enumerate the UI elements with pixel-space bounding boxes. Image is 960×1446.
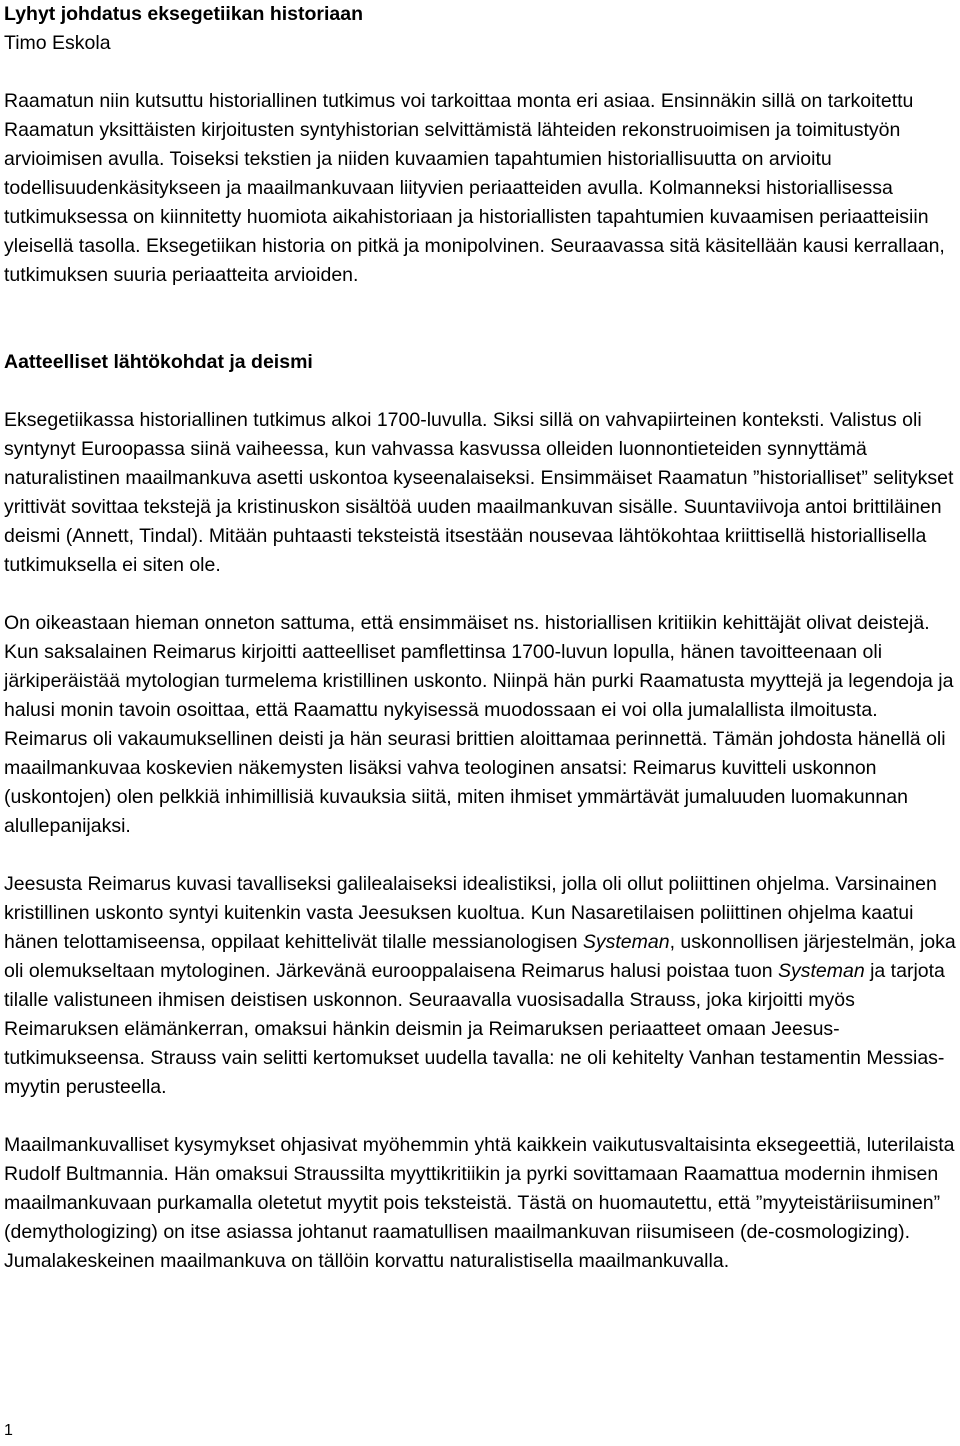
section-paragraph-2: On oikeastaan hieman onneton sattuma, että ensimmäiset ns. historiallisen kritiikin kehittäjät olivat deistejä. Kun saksalainen Reimarus kirjoitti aatteelliset pamflettinsa 1700-luvun lopulla, hänen tavoitteenaan oli järkiperäistää mytologian turmelema kristillinen uskonto. Niinpä hän purki Raamatusta myyttejä ja legendoja ja halusi monin tavoin osoittaa, että Raamattu nykyisessä muodossaan ei voi olla jumalallista ilmoitusta. Reimarus oli vakaumuksellinen deisti ja hän seurasi brittien aloittamaa perinnettä. Tämän johdosta hänellä oli maailmankuvaa koskevien näkemysten lisäksi vahva teologinen ansatsi: Reimarus kuvitteli uskonnon (uskontojen) olen pelkkiä inhimillisiä kuvauksia siitä, miten ihmiset ymmärtävät jumaluuden luomakunnan alullepanijaksi.	[4, 612, 954, 837]
page-number: 1	[4, 1422, 13, 1439]
document-page	[4, 0, 956, 1276]
paragraph-3-text-a: Jeesusta Reimarus kuvasi tavalliseksi galilealaiseksi idealistiksi, jolla oli ollut poliittinen ohjelma. Varsinainen kristillinen uskonto syntyi kuitenkin vasta Jeesuksen kuoltua. Kun Nasaretilaisen poliittinen ohjelma kaatui hänen telottamiseensa, oppilaat kehittelivät tilalle messianologisen	[4, 873, 937, 953]
paragraph-3-text-c: ja tarjota tilalle valistuneen ihmisen deistisen uskonnon. Seuraavalla vuosisadalla Strauss, joka kirjoitti myös Reimaruksen elämänkerran, omaksui hänkin deismin ja Reimaruksen periaatteet omaan Jeesus-tutkimukseensa. Strauss vain selitti kertomukset uudella tavalla: ne oli kehitelty Vanhan testamentin Messias-myytin perusteella.	[4, 960, 945, 1098]
paragraph-3-text-b: , uskonnollisen järjestelmän, joka oli olemukseltaan mytologinen. Järkevänä eurooppalaisena Reimarus halusi poistaa tuon	[4, 931, 956, 982]
author-name: Timo Eskola	[4, 32, 111, 54]
section-paragraph-4: Maailmankuvalliset kysymykset ohjasivat myöhemmin yhtä kaikkein vaikutusvaltaisinta eksegeettiä, luterilaista Rudolf Bultmannia. Hän omaksui Straussilta myyttikritiikin ja pyrki sovittamaan Raamattua modernin ihmisen maailmankuvaan purkamalla oletetut myytit pois teksteistä. Tästä on huomautettu, että ”myyteistäriisuminen” (demythologizing) on itse asiassa johtanut raamatullisen maailmankuvan riisumiseen (de-cosmologizing). Jumalakeskeinen maailmankuva on tällöin korvattu naturalistisella maailmankuvalla.	[4, 1134, 955, 1272]
document-title: Lyhyt johdatus eksegetiikan historiaan	[4, 3, 364, 25]
intro-paragraph: Raamatun niin kutsuttu historiallinen tutkimus voi tarkoittaa monta eri asiaa. Ensinnäkin sillä on tarkoitettu Raamatun yksittäisten kirjoitusten syntyhistorian selvittämistä lähteiden rekonstruoimisen ja toimitustyön arvioimisen avulla. Toiseksi tekstien ja niiden kuvaamien tapahtumien historiallisuutta on arvioitu todellisuudenkäsitykseen ja maailmankuvaan liityvien periaatteiden avulla. Kolmanneksi historiallisessa tutkimuksessa on kiinnitetty huomiota aikahistoriaan ja historiallisten tapahtumien kuvaamisen periaatteisiin yleisellä tasolla. Eksegetiikan historia on pitkä ja monipolvinen. Seuraavassa sitä käsitellään kausi kerrallaan, tutkimuksen suuria periaatteita arvioiden.	[4, 90, 945, 286]
section-paragraph-3	[4, 870, 956, 1102]
section-paragraph-1: Eksegetiikassa historiallinen tutkimus alkoi 1700-luvulla. Siksi sillä on vahvapiirteinen konteksti. Valistus oli syntynyt Euroopassa siinä vaiheessa, kun vahvassa kasvussa olleiden luonnontieteiden synnyttämä naturalistinen maailmankuva asetti uskontoa kyseenalaiseksi. Ensimmäiset Raamatun ”historialliset” selitykset yrittivät sovittaa tekstejä ja kristinuskon sisältöä uuden maailmankuvan sisälle. Suuntaviivoja antoi brittiläinen deismi (Annett, Tindal). Mitään puhtaasti teksteistä itsestään nousevaa lähtökohtaa kriittisellä historiallisella tutkimuksella ei siten ole.	[4, 409, 954, 576]
systeman-emphasis-2: Systeman	[777, 960, 865, 982]
section-heading: Aatteelliset lähtökohdat ja deismi	[4, 351, 313, 373]
systeman-emphasis-1: Systeman	[582, 931, 670, 953]
